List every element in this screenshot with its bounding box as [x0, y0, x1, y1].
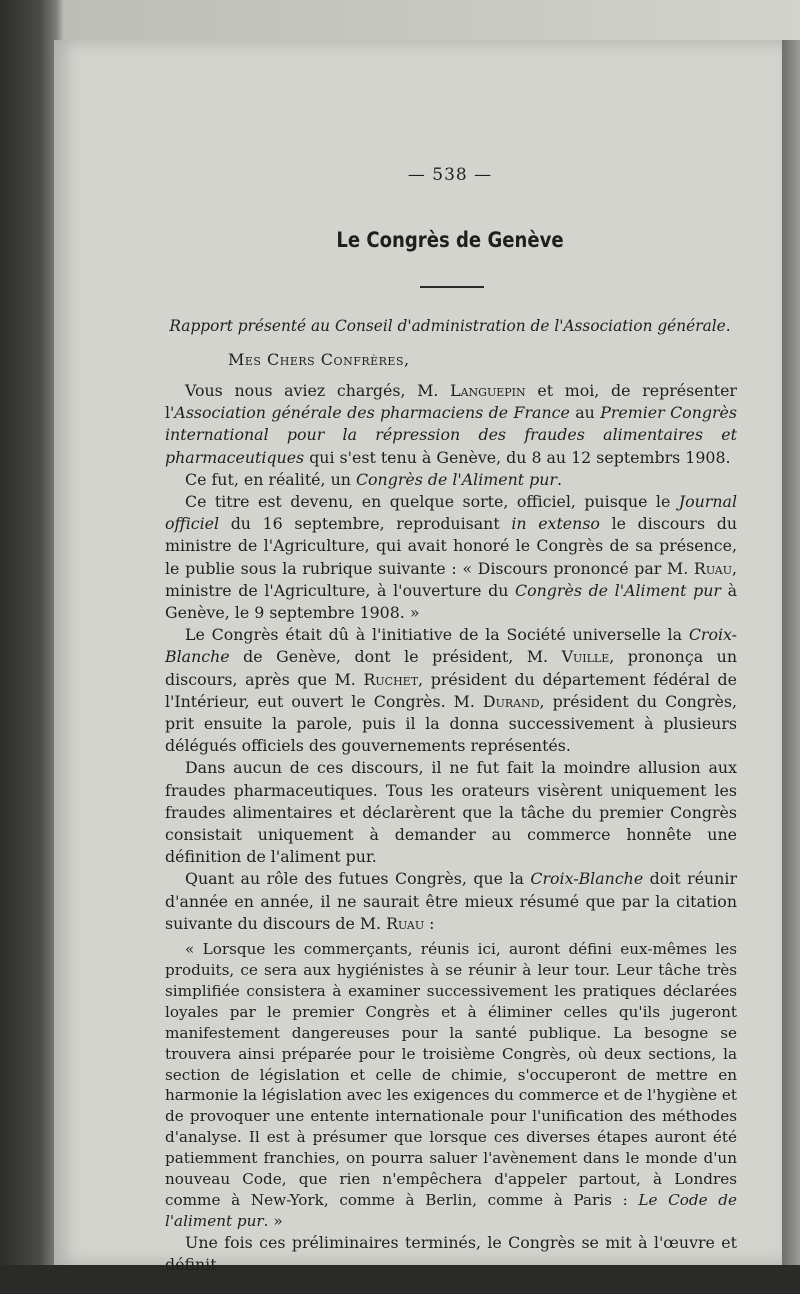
italic-text: in extenso — [511, 514, 600, 534]
text-run: Le Congrès était dû à l'initiative de la Société universelle la — [185, 625, 689, 645]
person-name: Durand — [482, 691, 540, 711]
person-name: Ruau — [386, 913, 425, 933]
text-run: , président du département fédéral de l'Intérieur, eut ouvert le Congrès. M. — [165, 669, 738, 711]
italic-text: Congrès de l'Aliment pur — [515, 580, 721, 600]
italic-text: Premier Congrès international pour la répression des fraudes alimentaires et pharmaceutiques — [165, 403, 737, 467]
italic-text: Croix-Blanche — [530, 869, 644, 889]
person-name: Ruau — [693, 558, 732, 578]
text-run: « Lorsque les commerçants, réunis ici, auront défini eux-mêmes les produits, ce sera aux hygiénistes à se réunir à leur tour. Leur tâche très simplifiée consistera à examiner successivement les pratiques déclarées loyales par le premier Congrès et à éliminer celles qu'ils jugeront manifestement dangereuses pour la santé publique. La besogne se trouvera ainsi préparée pour le troisième Congrès, où deux sections, la section de législation et celle de chimie, s'occuperont de mettre en harmonie la législation avec les exigences du commerce et de l'hygiène et de provoquer une entente internationale pour l'unification des méthodes d'analyse. Il est à présumer que lorsque ces diverses étapes auront été patiemment franchies, on pourra saluer l'avènement dans le monde d'un nouveau Code, que rien n'empêchera d'appeler partout, à Londres comme à New-York, comme à Berlin, comme à Paris : — [165, 940, 737, 1209]
page-edge — [782, 40, 800, 1265]
text-run: Vous nous aviez chargés, M. — [185, 381, 451, 400]
text-run: , ministre de l'Agriculture, à l'ouverture du — [165, 558, 737, 600]
salutation: Mes Chers Confrères, — [228, 350, 410, 369]
paragraph — [165, 491, 737, 624]
person-name: Vuille — [561, 647, 610, 667]
page-number: — 538 — — [407, 165, 493, 185]
paragraph — [165, 1232, 737, 1276]
text-run: de Genève, dont le président, M. — [229, 647, 562, 667]
italic-text: Association générale des pharmaciens de France — [174, 403, 570, 423]
text-run: Ce fut, en réalité, un — [185, 469, 356, 489]
title-rule — [420, 286, 484, 288]
paragraph — [165, 757, 737, 868]
italic-text: Congrès de l'Aliment pur — [355, 469, 557, 489]
text-run: Quant au rôle des futues Congrès, que la — [185, 869, 531, 889]
article-body — [165, 380, 737, 1276]
text-run: Une fois ces préliminaires terminés, le Congrès se mit à l'œuvre et définit — [165, 1232, 737, 1274]
text-run: à Genève, le 9 septembre 1908. » — [165, 580, 737, 623]
person-name: Languepin — [450, 381, 526, 400]
paragraph — [165, 469, 737, 491]
text-run: du 16 septembre, reproduisant — [219, 514, 512, 534]
paragraph — [165, 624, 737, 757]
block-quote — [165, 939, 737, 1232]
italic-text: Le Code de l'aliment pur — [165, 1190, 737, 1230]
text-run: : — [424, 913, 435, 933]
article-title: Le Congrès de Genève — [336, 228, 564, 252]
paragraph — [165, 868, 737, 935]
text-run: le discours du ministre de l'Agriculture, qui avait honoré le Congrès de sa présence, le publie sous la rubrique suivante : « Discours prononcé par M. — [165, 514, 737, 578]
article-subtitle: Rapport présenté au Conseil d'administration de l'Association générale. — [169, 316, 731, 335]
text-run: doit réunir d'année en année, il ne saurait être mieux résumé que par la citation suivante du discours de M. — [165, 869, 738, 933]
text-run: , président du Congrès, prit ensuite la parole, puis il la donna successivement à plusieurs délégués officiels des gouvernements représentés. — [165, 691, 737, 756]
text-run: . » — [263, 1211, 283, 1230]
person-name: Ruchet — [363, 669, 419, 689]
italic-text: Croix-Blanche — [165, 625, 737, 667]
text-run: au — [569, 403, 601, 423]
text-run: , prononça un discours, après que M. — [165, 647, 737, 689]
text-run: . — [556, 469, 562, 489]
italic-text: Journal officiel — [165, 492, 737, 534]
text-run: Ce titre est devenu, en quelque sorte, officiel, puisque le — [185, 492, 679, 512]
text-run: qui s'est tenu à Genève, du 8 au 12 septembrs 1908. — [304, 447, 731, 467]
text-run: Dans aucun de ces discours, il ne fut fait la moindre allusion aux fraudes pharmaceutiques. Tous les orateurs visèrent uniquement les fraudes alimentaires et déclarèrent que la tâche du premier Congrès consistait uniquement à demander au commerce honnête une définition de l'aliment pur. — [165, 758, 737, 867]
paragraph — [165, 380, 737, 469]
text-run: et moi, de représenter l' — [165, 381, 737, 423]
